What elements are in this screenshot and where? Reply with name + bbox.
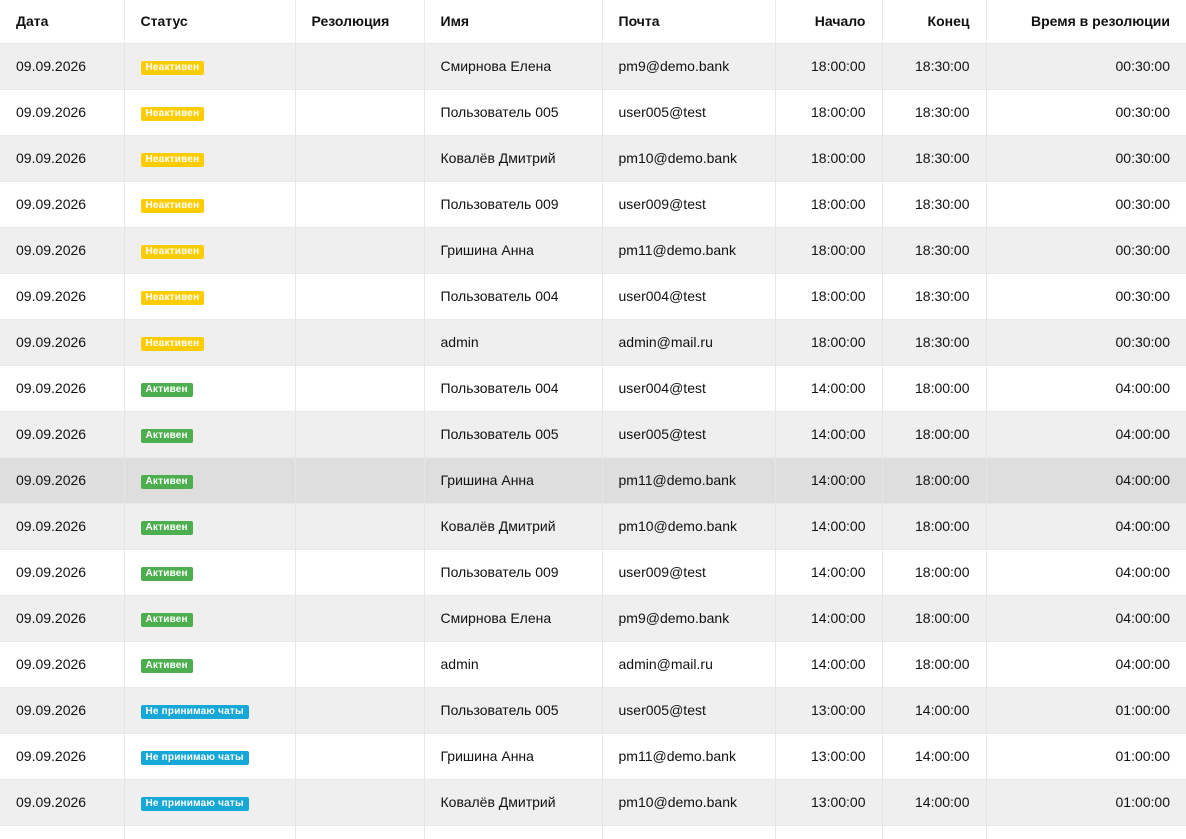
table-row[interactable] xyxy=(0,227,1186,273)
cell-email: pm11@demo.bank xyxy=(602,457,775,503)
cell-duration: 04:00:00 xyxy=(986,595,1186,641)
cell-status xyxy=(124,227,295,273)
cell-duration: 01:00:00 xyxy=(986,733,1186,779)
cell-duration: 04:00:00 xyxy=(986,411,1186,457)
status-badge: Активен xyxy=(141,521,193,535)
table-row[interactable] xyxy=(0,779,1186,825)
table-row[interactable] xyxy=(0,733,1186,779)
table-row[interactable] xyxy=(0,411,1186,457)
cell-end: 18:30:00 xyxy=(882,227,986,273)
cell-resolution xyxy=(295,273,424,319)
cell-email: admin@mail.ru xyxy=(602,641,775,687)
cell-end: 18:00:00 xyxy=(882,549,986,595)
cell-date: 09.09.2026 xyxy=(0,135,124,181)
cell-end: 14:00:00 xyxy=(882,779,986,825)
table-header xyxy=(0,0,1186,43)
cell-resolution xyxy=(295,365,424,411)
cell-duration: 00:30:00 xyxy=(986,273,1186,319)
cell-duration: 04:00:00 xyxy=(986,503,1186,549)
cell-name: admin xyxy=(424,319,602,365)
cell-status xyxy=(124,595,295,641)
cell-date: 09.09.2026 xyxy=(0,687,124,733)
table-row[interactable] xyxy=(0,135,1186,181)
header-row xyxy=(0,0,1186,43)
cell-status xyxy=(124,687,295,733)
column-header-end[interactable]: Конец xyxy=(882,0,986,43)
cell-start: 18:00:00 xyxy=(775,319,882,365)
cell-date: 09.09.2026 xyxy=(0,595,124,641)
status-badge: Не принимаю чаты xyxy=(141,797,249,811)
column-header-email[interactable]: Почта xyxy=(602,0,775,43)
cell-status xyxy=(124,319,295,365)
cell-start: 14:00:00 xyxy=(775,411,882,457)
cell-start: 14:00:00 xyxy=(775,641,882,687)
status-badge: Неактивен xyxy=(141,61,205,75)
cell-date: 09.09.2026 xyxy=(0,549,124,595)
table-row[interactable] xyxy=(0,595,1186,641)
cell-status xyxy=(124,549,295,595)
cell-status xyxy=(124,43,295,89)
cell-duration: 00:30:00 xyxy=(986,135,1186,181)
cell-resolution xyxy=(295,319,424,365)
cell-date: 09.09.2026 xyxy=(0,641,124,687)
cell-end: 14:00:00 xyxy=(882,733,986,779)
cell-start: 18:00:00 xyxy=(775,89,882,135)
status-badge: Неактивен xyxy=(141,245,205,259)
cell-resolution xyxy=(295,181,424,227)
table-row[interactable] xyxy=(0,457,1186,503)
cell-empty xyxy=(424,825,602,839)
cell-name: Гришина Анна xyxy=(424,457,602,503)
cell-duration: 04:00:00 xyxy=(986,641,1186,687)
cell-name: Смирнова Елена xyxy=(424,595,602,641)
status-badge: Не принимаю чаты xyxy=(141,705,249,719)
cell-start: 13:00:00 xyxy=(775,733,882,779)
cell-empty xyxy=(0,825,124,839)
cell-duration: 00:30:00 xyxy=(986,43,1186,89)
column-header-resolution[interactable]: Резолюция xyxy=(295,0,424,43)
cell-empty xyxy=(775,825,882,839)
cell-status xyxy=(124,135,295,181)
status-badge: Не принимаю чаты xyxy=(141,751,249,765)
cell-status xyxy=(124,457,295,503)
cell-resolution xyxy=(295,457,424,503)
status-badge: Активен xyxy=(141,613,193,627)
cell-date: 09.09.2026 xyxy=(0,779,124,825)
cell-start: 14:00:00 xyxy=(775,365,882,411)
cell-date: 09.09.2026 xyxy=(0,411,124,457)
cell-name: admin xyxy=(424,641,602,687)
cell-email: user005@test xyxy=(602,687,775,733)
status-badge: Активен xyxy=(141,567,193,581)
cell-duration: 04:00:00 xyxy=(986,457,1186,503)
cell-email: user004@test xyxy=(602,273,775,319)
cell-end: 18:00:00 xyxy=(882,641,986,687)
table-body xyxy=(0,43,1186,839)
cell-name: Ковалёв Дмитрий xyxy=(424,503,602,549)
cell-email: user009@test xyxy=(602,549,775,595)
table-row[interactable] xyxy=(0,549,1186,595)
status-badge: Активен xyxy=(141,475,193,489)
cell-duration: 01:00:00 xyxy=(986,779,1186,825)
cell-end: 18:30:00 xyxy=(882,319,986,365)
cell-start: 14:00:00 xyxy=(775,595,882,641)
cell-empty xyxy=(986,825,1186,839)
cell-name: Смирнова Елена xyxy=(424,43,602,89)
cell-end: 18:00:00 xyxy=(882,411,986,457)
status-badge: Неактивен xyxy=(141,291,205,305)
cell-status xyxy=(124,503,295,549)
cell-end: 18:00:00 xyxy=(882,457,986,503)
table-row[interactable] xyxy=(0,503,1186,549)
column-header-status[interactable]: Статус xyxy=(124,0,295,43)
cell-resolution xyxy=(295,89,424,135)
status-badge: Неактивен xyxy=(141,337,205,351)
cell-start: 13:00:00 xyxy=(775,779,882,825)
cell-end: 18:00:00 xyxy=(882,503,986,549)
cell-email: pm10@demo.bank xyxy=(602,779,775,825)
table-row[interactable] xyxy=(0,43,1186,89)
cell-empty xyxy=(124,825,295,839)
column-header-name[interactable]: Имя xyxy=(424,0,602,43)
cell-resolution xyxy=(295,549,424,595)
cell-resolution xyxy=(295,641,424,687)
table-row[interactable] xyxy=(0,181,1186,227)
cell-email: pm11@demo.bank xyxy=(602,227,775,273)
cell-email: pm11@demo.bank xyxy=(602,733,775,779)
cell-date: 09.09.2026 xyxy=(0,457,124,503)
column-header-date[interactable]: Дата xyxy=(0,0,124,43)
cell-name: Пользователь 005 xyxy=(424,89,602,135)
cell-status xyxy=(124,273,295,319)
table-row[interactable] xyxy=(0,687,1186,733)
cell-end: 14:00:00 xyxy=(882,687,986,733)
column-header-start[interactable]: Начало xyxy=(775,0,882,43)
cell-email: pm10@demo.bank xyxy=(602,135,775,181)
cell-status xyxy=(124,411,295,457)
cell-status xyxy=(124,89,295,135)
cell-start: 14:00:00 xyxy=(775,549,882,595)
status-badge: Активен xyxy=(141,659,193,673)
status-badge: Активен xyxy=(141,429,193,443)
cell-end: 18:00:00 xyxy=(882,365,986,411)
cell-status xyxy=(124,733,295,779)
cell-duration: 00:30:00 xyxy=(986,227,1186,273)
cell-email: user005@test xyxy=(602,411,775,457)
cell-start: 18:00:00 xyxy=(775,135,882,181)
cell-resolution xyxy=(295,687,424,733)
cell-duration: 04:00:00 xyxy=(986,365,1186,411)
table-row[interactable] xyxy=(0,89,1186,135)
status-badge: Неактивен xyxy=(141,153,205,167)
cell-email: user004@test xyxy=(602,365,775,411)
cell-email: user009@test xyxy=(602,181,775,227)
cell-status xyxy=(124,181,295,227)
cell-resolution xyxy=(295,779,424,825)
cell-status xyxy=(124,641,295,687)
cell-email: pm9@demo.bank xyxy=(602,43,775,89)
cell-resolution xyxy=(295,411,424,457)
cell-name: Гришина Анна xyxy=(424,227,602,273)
cell-resolution xyxy=(295,733,424,779)
cell-resolution xyxy=(295,135,424,181)
cell-date: 09.09.2026 xyxy=(0,181,124,227)
cell-start: 13:00:00 xyxy=(775,687,882,733)
cell-duration: 04:00:00 xyxy=(986,549,1186,595)
cell-end: 18:30:00 xyxy=(882,273,986,319)
cell-date: 09.09.2026 xyxy=(0,365,124,411)
cell-name: Гришина Анна xyxy=(424,733,602,779)
cell-name: Пользователь 005 xyxy=(424,687,602,733)
cell-resolution xyxy=(295,503,424,549)
cell-end: 18:30:00 xyxy=(882,43,986,89)
cell-date: 09.09.2026 xyxy=(0,89,124,135)
cell-date: 09.09.2026 xyxy=(0,227,124,273)
cell-end: 18:00:00 xyxy=(882,595,986,641)
cell-email: user005@test xyxy=(602,89,775,135)
status-badge: Активен xyxy=(141,383,193,397)
status-badge: Неактивен xyxy=(141,107,205,121)
table-row-partial xyxy=(0,825,1186,839)
cell-duration: 00:30:00 xyxy=(986,319,1186,365)
cell-email: pm9@demo.bank xyxy=(602,595,775,641)
cell-email: pm10@demo.bank xyxy=(602,503,775,549)
cell-date: 09.09.2026 xyxy=(0,319,124,365)
cell-name: Пользователь 005 xyxy=(424,411,602,457)
cell-end: 18:30:00 xyxy=(882,135,986,181)
cell-empty xyxy=(602,825,775,839)
cell-resolution xyxy=(295,595,424,641)
status-badge: Неактивен xyxy=(141,199,205,213)
cell-name: Ковалёв Дмитрий xyxy=(424,135,602,181)
table-row[interactable] xyxy=(0,641,1186,687)
column-header-duration[interactable]: Время в резолюции xyxy=(986,0,1186,43)
cell-date: 09.09.2026 xyxy=(0,733,124,779)
cell-name: Пользователь 009 xyxy=(424,181,602,227)
cell-duration: 00:30:00 xyxy=(986,181,1186,227)
table-row[interactable] xyxy=(0,319,1186,365)
cell-start: 18:00:00 xyxy=(775,43,882,89)
cell-empty xyxy=(882,825,986,839)
table-row[interactable] xyxy=(0,273,1186,319)
cell-duration: 01:00:00 xyxy=(986,687,1186,733)
cell-start: 14:00:00 xyxy=(775,457,882,503)
cell-resolution xyxy=(295,43,424,89)
cell-start: 18:00:00 xyxy=(775,273,882,319)
cell-resolution xyxy=(295,227,424,273)
cell-start: 18:00:00 xyxy=(775,181,882,227)
cell-status xyxy=(124,365,295,411)
cell-name: Пользователь 004 xyxy=(424,365,602,411)
cell-name: Ковалёв Дмитрий xyxy=(424,779,602,825)
cell-date: 09.09.2026 xyxy=(0,273,124,319)
cell-name: Пользователь 009 xyxy=(424,549,602,595)
cell-start: 18:00:00 xyxy=(775,227,882,273)
cell-duration: 00:30:00 xyxy=(986,89,1186,135)
cell-end: 18:30:00 xyxy=(882,89,986,135)
cell-name: Пользователь 004 xyxy=(424,273,602,319)
cell-empty xyxy=(295,825,424,839)
cell-date: 09.09.2026 xyxy=(0,503,124,549)
cell-email: admin@mail.ru xyxy=(602,319,775,365)
cell-status xyxy=(124,779,295,825)
cell-date: 09.09.2026 xyxy=(0,43,124,89)
cell-start: 14:00:00 xyxy=(775,503,882,549)
table-row[interactable] xyxy=(0,365,1186,411)
cell-end: 18:30:00 xyxy=(882,181,986,227)
